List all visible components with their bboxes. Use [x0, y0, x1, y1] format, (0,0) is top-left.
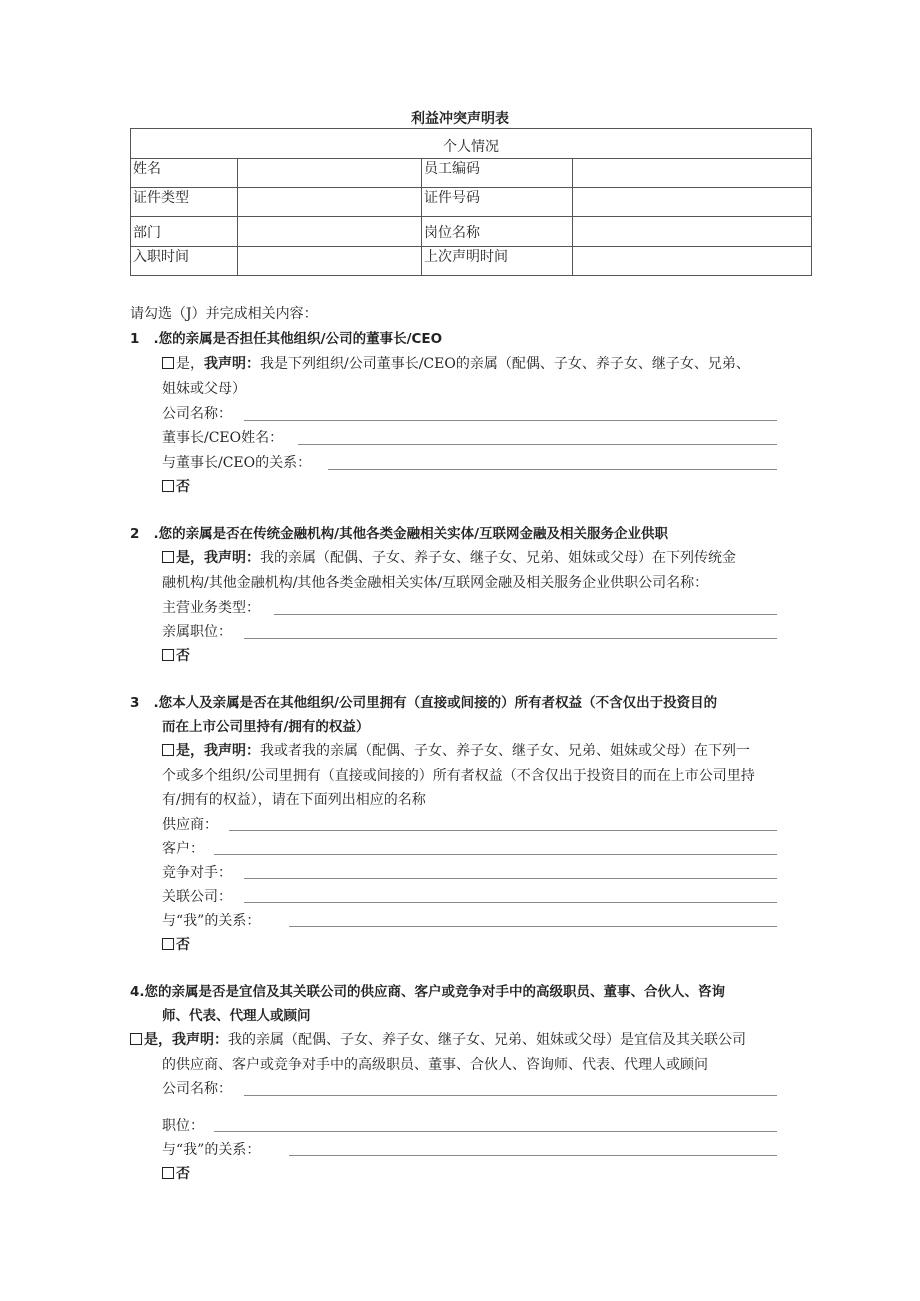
q3-yes-checkbox[interactable]: [162, 744, 174, 756]
q2-no-checkbox[interactable]: [162, 649, 174, 661]
table-row: [131, 247, 812, 276]
q3-supplier-input[interactable]: [229, 830, 777, 831]
q4-position-input[interactable]: [214, 1131, 777, 1132]
q4-body-b: 的供应商、客户或竞争对手中的高级职员、董事、合伙人、咨询师、代表、代理人或顾问: [162, 1057, 708, 1073]
table-header: 个人情况: [131, 129, 812, 159]
last-declaration-cell[interactable]: [573, 247, 812, 276]
q2-title: .您的亲属是否在传统金融机构/其他各类金融相关实体/互联网金融及相关服务企业供职: [153, 526, 669, 542]
q1-heading: [130, 328, 442, 350]
instruction-text: 请勾选（J）并完成相关内容：: [130, 306, 318, 322]
q1-no-checkbox[interactable]: [162, 480, 174, 492]
q3-relation-input[interactable]: [289, 926, 777, 927]
q3-no-label: 否: [176, 937, 190, 953]
q3-title-a: .您本人及亲属是否在其他组织/公司里拥有（直接或间接的）所有者权益（不含仅出于投资目的: [153, 695, 718, 711]
name-cell[interactable]: [238, 159, 422, 188]
q4-no-line: [162, 1163, 190, 1185]
form-title: 利益冲突声明表: [411, 111, 509, 127]
label-position: 岗位名称: [422, 217, 573, 247]
q3-customer-input[interactable]: [214, 854, 777, 855]
q2-heading: [130, 523, 668, 545]
q3-affiliate-input[interactable]: [244, 902, 777, 903]
id-number-cell[interactable]: [573, 188, 812, 217]
q4-body-a: 我的亲属（配偶、子女、养子女、继子女、兄弟、姐妹或父母）是宜信及其关联公司: [228, 1032, 746, 1048]
q2-body-a: 我的亲属（配偶、子女、养子女、继子女、兄弟、姐妹或父母）在下列传统金: [260, 550, 736, 566]
q1-yes-line: [162, 353, 750, 375]
q4-company-label: 公司名称：: [162, 1081, 232, 1097]
q4-company-input[interactable]: [244, 1095, 777, 1096]
id-type-cell[interactable]: [238, 188, 422, 217]
q4-relation-label: 与“我”的关系：: [162, 1142, 261, 1158]
q2-no-line: [162, 645, 190, 667]
q1-yes-checkbox[interactable]: [162, 357, 174, 369]
q1-company-input[interactable]: [244, 420, 777, 421]
label-id-number: 证件号码: [422, 188, 573, 217]
q2-body-b: 融机构/其他金融机构/其他各类金融相关实体/互联网金融及相关服务企业供职公司名称：: [162, 575, 709, 591]
q1-no-line: [162, 476, 190, 498]
q3-body-c: 有/拥有的权益），请在下面列出相应的名称: [162, 792, 426, 808]
label-employee-id: 员工编码: [422, 159, 573, 188]
q4-yes-checkbox[interactable]: [130, 1033, 142, 1045]
q3-title-b: 而在上市公司里持有/拥有的权益）: [162, 719, 370, 735]
q1-title: .您的亲属是否担任其他组织/公司的董事长/CEO: [153, 331, 443, 347]
q3-number: 3: [130, 695, 140, 711]
q1-chairman-label: 董事长/CEO姓名：: [162, 430, 284, 446]
q1-body-b: 姐妹或父母）: [162, 381, 246, 397]
q1-number: 1: [130, 331, 140, 347]
q1-body-a: 我是下列组织/公司董事长/CEO的亲属（配偶、子女、养子女、继子女、兄弟、: [260, 356, 750, 372]
label-hire-date: 入职时间: [131, 247, 238, 276]
q1-chairman-input[interactable]: [298, 444, 777, 445]
q4-title-a: 4.您的亲属是否是宜信及其关联公司的供应商、客户或竞争对手中的高级职员、董事、合伙人、咨询: [130, 984, 726, 1000]
q3-no-line: [162, 934, 190, 956]
position-cell[interactable]: [573, 217, 812, 247]
q2-yes-checkbox[interactable]: [162, 551, 174, 563]
q3-no-checkbox[interactable]: [162, 938, 174, 950]
q1-company-label: 公司名称：: [162, 406, 232, 422]
label-department: 部门: [131, 217, 238, 247]
table-row: [131, 159, 812, 188]
q1-no-label: 否: [176, 479, 190, 495]
q3-body-b: 个或多个组织/公司里拥有（直接或间接的）所有者权益（不含仅出于投资目的而在上市公司里持: [162, 768, 755, 784]
personal-info-table: [130, 128, 812, 276]
table-row: [131, 188, 812, 217]
q2-number: 2: [130, 526, 140, 542]
table-row: [131, 217, 812, 247]
q3-supplier-label: 供应商：: [162, 817, 218, 833]
q4-yes-label: 是，我声明：: [144, 1032, 228, 1048]
department-cell[interactable]: [238, 217, 422, 247]
q4-no-label: 否: [176, 1166, 190, 1182]
q1-declare-label: 我声明：: [204, 356, 260, 372]
q2-position-label: 亲属职位：: [162, 624, 232, 640]
q3-competitor-input[interactable]: [244, 878, 777, 879]
q3-relation-label: 与“我”的关系：: [162, 913, 261, 929]
label-id-type: 证件类型: [131, 188, 238, 217]
hire-date-cell[interactable]: [238, 247, 422, 276]
q3-heading: [130, 692, 717, 714]
q4-title-b: 师、代表、代理人或顾问: [162, 1008, 311, 1024]
q3-affiliate-label: 关联公司：: [162, 889, 232, 905]
q2-business-input[interactable]: [274, 614, 777, 615]
q1-relation-label: 与董事长/CEO的关系：: [162, 455, 312, 471]
q2-business-label: 主营业务类型：: [162, 600, 260, 616]
q1-yes-label: 是，: [176, 356, 204, 372]
label-name: 姓名: [131, 159, 238, 188]
q4-relation-input[interactable]: [289, 1155, 777, 1156]
q3-body-a: 我或者我的亲属（配偶、子女、养子女、继子女、兄弟、姐妹或父母）在下列一: [260, 743, 750, 759]
q4-position-label: 职位：: [162, 1118, 204, 1134]
q2-no-label: 否: [176, 648, 190, 664]
employee-id-cell[interactable]: [573, 159, 812, 188]
q1-relation-input[interactable]: [328, 469, 777, 470]
q3-competitor-label: 竞争对手：: [162, 865, 232, 881]
q4-yes-line: [130, 1029, 746, 1051]
q3-yes-line: [162, 740, 750, 762]
q3-yes-label: 是，我声明：: [176, 743, 260, 759]
label-last-declaration: 上次声明时间: [422, 247, 573, 276]
q2-yes-label: 是，我声明：: [176, 550, 260, 566]
q2-yes-line: [162, 547, 736, 569]
q4-no-checkbox[interactable]: [162, 1167, 174, 1179]
q3-customer-label: 客户：: [162, 841, 204, 857]
q2-position-input[interactable]: [244, 638, 777, 639]
